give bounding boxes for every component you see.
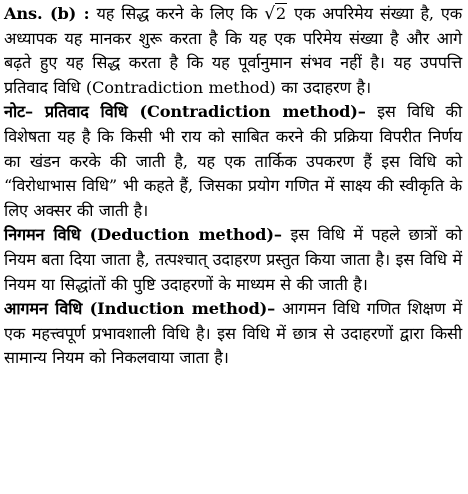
answer-text-start: यह सिद्ध करने के लिए कि: [89, 4, 265, 23]
note-paragraph: [4, 100, 462, 223]
induction-heading: आगमन विधि (Induction method)–: [4, 299, 276, 319]
square-root-sign: √: [264, 4, 275, 24]
square-root-expression: [264, 4, 287, 23]
note-text: इस विधि की विशेषता यह है कि किसी भी राय को साबित करने की प्रक्रिया विपरीत निर्णय का खंडन करके की जाती है, यह एक तार्किक उपकरण हैं इस विधि को “विरोधाभास विधि” भी कहते हैं, जिसका प्रयोग गणित में साक्ष्य की स्वीकृति के लिए अक्सर की जाती है।: [4, 102, 462, 220]
induction-text: आगमन विधि गणित शिक्षण में एक महत्त्वपूर्ण प्रभावशाली विधि है। इस विधि में छात्र से उदाहरणों द्वारा किसी सामान्य नियम को निकलवाया जाता है।: [4, 299, 462, 368]
deduction-heading: निगमन विधि (Deduction method)–: [4, 225, 282, 245]
answer-paragraph: [4, 2, 462, 100]
deduction-text: इस विधि में पहले छात्रों को नियम बता दिया जाता है, तत्पश्चात् उदाहरण प्रस्तुत किया जाता है। इस विधि में नियम या सिद्धांतों की पुष्टि उदाहरणों के माध्यम से की जाती है।: [4, 225, 463, 294]
note-heading: नोट– प्रतिवाद विधि (Contradiction method)–: [4, 102, 366, 122]
deduction-paragraph: [4, 223, 462, 297]
induction-paragraph: [4, 297, 462, 371]
answer-text-rest: एक अपरिमेय संख्या है, एक अध्यापक यह मानकर शुरू करता है कि यह एक परिमेय संख्या है और आगे बढ़ते हुए यह सिद्ध करता है कि यह पूर्वानुमान संभव नहीं है। यह उपपत्ति प्रतिवाद विधि (Contradiction method) का उदाहरण है।: [4, 4, 462, 97]
answer-label: Ans. (b) :: [4, 4, 90, 23]
square-root-radicand: 2: [275, 4, 287, 23]
